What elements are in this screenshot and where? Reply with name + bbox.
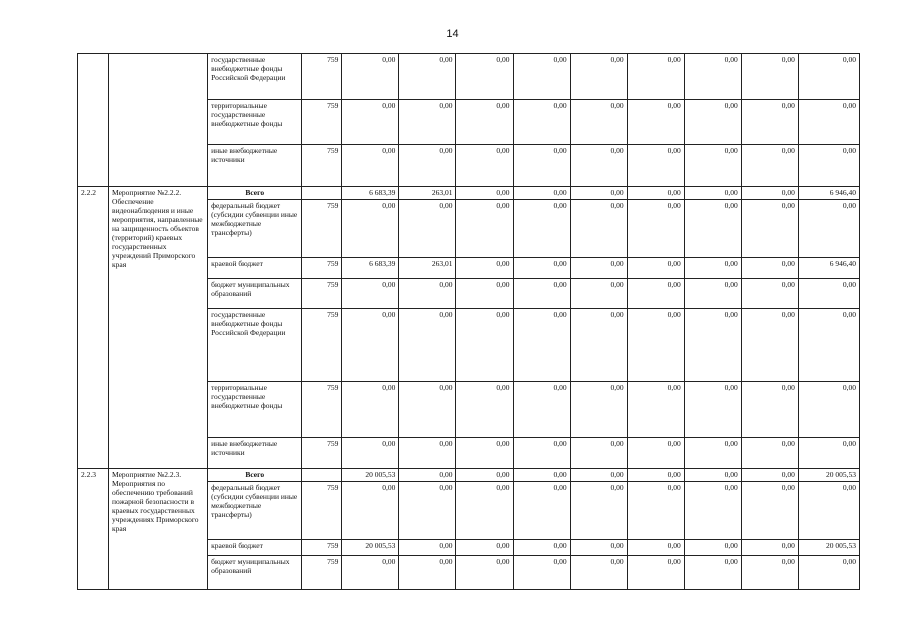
amount-cell: 0,00	[570, 309, 627, 382]
event-description: Мероприятие №2.2.3. Мероприятия по обеспечению требований пожарной безопасности в краевых государственных учреждениях Приморского края	[109, 468, 208, 589]
amount-cell: 0,00	[342, 381, 399, 437]
amount-cell: 0,00	[627, 200, 684, 258]
amount-cell: 0,00	[456, 145, 513, 186]
amount-cell: 0,00	[456, 482, 513, 540]
amount-cell: 0,00	[570, 437, 627, 468]
amount-cell: 0,00	[741, 186, 798, 199]
amount-cell: 0,00	[684, 278, 741, 308]
amount-cell: 0,00	[456, 54, 513, 100]
budget-code: 759	[302, 99, 342, 145]
amount-cell: 0,00	[456, 200, 513, 258]
amount-cell: 0,00	[627, 54, 684, 100]
amount-cell: 0,00	[798, 145, 859, 186]
amount-cell: 0,00	[570, 555, 627, 589]
amount-cell: 0,00	[570, 482, 627, 540]
amount-cell: 0,00	[399, 540, 456, 556]
budget-code	[302, 186, 342, 199]
amount-cell: 0,00	[798, 482, 859, 540]
amount-cell: 0,00	[684, 200, 741, 258]
budget-code: 759	[302, 145, 342, 186]
amount-cell: 20 005,53	[798, 468, 859, 481]
funding-source: государственные внебюджетные фонды Российской Федерации	[208, 309, 302, 382]
amount-cell: 0,00	[456, 381, 513, 437]
amount-cell: 0,00	[684, 437, 741, 468]
amount-cell: 0,00	[456, 278, 513, 308]
funding-source: территориальные государственные внебюджетные фонды	[208, 381, 302, 437]
funding-source: бюджет муниципальных образований	[208, 278, 302, 308]
amount-cell: 0,00	[741, 200, 798, 258]
amount-cell: 6 946,40	[798, 258, 859, 279]
amount-cell: 0,00	[627, 99, 684, 145]
amount-cell: 6 683,39	[342, 258, 399, 279]
budget-code: 759	[302, 309, 342, 382]
amount-cell: 0,00	[684, 468, 741, 481]
funding-source: федеральный бюджет (субсидии субвенции иные межбюджетные трансферты)	[208, 200, 302, 258]
amount-cell: 0,00	[513, 309, 570, 382]
row-number: 2.2.3	[78, 468, 109, 589]
amount-cell: 0,00	[684, 309, 741, 382]
amount-cell: 0,00	[342, 555, 399, 589]
amount-cell: 0,00	[741, 54, 798, 100]
amount-cell: 0,00	[570, 145, 627, 186]
amount-cell: 0,00	[342, 54, 399, 100]
budget-code: 759	[302, 258, 342, 279]
budget-code: 759	[302, 540, 342, 556]
amount-cell: 0,00	[456, 186, 513, 199]
amount-cell: 0,00	[456, 437, 513, 468]
amount-cell: 0,00	[741, 278, 798, 308]
amount-cell: 0,00	[627, 258, 684, 279]
amount-cell: 0,00	[513, 258, 570, 279]
amount-cell: 0,00	[399, 381, 456, 437]
amount-cell: 0,00	[741, 309, 798, 382]
amount-cell: 0,00	[570, 200, 627, 258]
amount-cell: 0,00	[684, 99, 741, 145]
amount-cell: 0,00	[399, 555, 456, 589]
page-number: 14	[446, 28, 459, 40]
amount-cell: 0,00	[456, 468, 513, 481]
amount-cell: 0,00	[627, 437, 684, 468]
amount-cell: 0,00	[513, 278, 570, 308]
budget-code: 759	[302, 555, 342, 589]
funding-source: государственные внебюджетные фонды Российской Федерации	[208, 54, 302, 100]
amount-cell: 0,00	[342, 200, 399, 258]
amount-cell: 0,00	[513, 540, 570, 556]
amount-cell: 263,01	[399, 186, 456, 199]
amount-cell: 0,00	[684, 186, 741, 199]
amount-cell: 0,00	[399, 54, 456, 100]
amount-cell: 0,00	[684, 54, 741, 100]
budget-code: 759	[302, 381, 342, 437]
amount-cell: 0,00	[570, 54, 627, 100]
amount-cell: 0,00	[684, 258, 741, 279]
amount-cell: 0,00	[798, 309, 859, 382]
amount-cell: 0,00	[399, 437, 456, 468]
budget-code: 759	[302, 54, 342, 100]
amount-cell: 0,00	[684, 540, 741, 556]
amount-cell: 20 005,53	[342, 540, 399, 556]
amount-cell: 0,00	[627, 145, 684, 186]
funding-source: краевой бюджет	[208, 540, 302, 556]
amount-cell: 0,00	[741, 258, 798, 279]
budget-code	[302, 468, 342, 481]
amount-cell: 0,00	[684, 381, 741, 437]
amount-cell: 20 005,53	[798, 540, 859, 556]
amount-cell: 0,00	[570, 99, 627, 145]
amount-cell: 0,00	[627, 278, 684, 308]
funding-source: иные внебюджетные источники	[208, 145, 302, 186]
funding-source: Всего	[208, 186, 302, 199]
amount-cell: 0,00	[741, 437, 798, 468]
row-number	[78, 54, 109, 187]
amount-cell: 0,00	[627, 381, 684, 437]
amount-cell: 0,00	[798, 54, 859, 100]
amount-cell: 0,00	[798, 99, 859, 145]
amount-cell: 0,00	[399, 468, 456, 481]
amount-cell: 0,00	[456, 99, 513, 145]
budget-table	[77, 53, 860, 590]
amount-cell: 0,00	[399, 278, 456, 308]
amount-cell: 0,00	[570, 186, 627, 199]
amount-cell: 0,00	[741, 99, 798, 145]
funding-source: федеральный бюджет (субсидии субвенции иные межбюджетные трансферты)	[208, 482, 302, 540]
amount-cell: 0,00	[741, 555, 798, 589]
amount-cell: 0,00	[342, 145, 399, 186]
amount-cell: 0,00	[342, 278, 399, 308]
funding-source: бюджет муниципальных образований	[208, 555, 302, 589]
amount-cell: 0,00	[456, 555, 513, 589]
amount-cell: 0,00	[570, 278, 627, 308]
amount-cell: 0,00	[627, 540, 684, 556]
amount-cell: 0,00	[342, 437, 399, 468]
amount-cell: 0,00	[741, 540, 798, 556]
amount-cell: 0,00	[513, 54, 570, 100]
amount-cell: 0,00	[342, 482, 399, 540]
amount-cell: 0,00	[513, 99, 570, 145]
amount-cell: 0,00	[741, 145, 798, 186]
budget-code: 759	[302, 437, 342, 468]
amount-cell: 0,00	[741, 482, 798, 540]
amount-cell: 0,00	[456, 540, 513, 556]
amount-cell: 0,00	[456, 309, 513, 382]
amount-cell: 0,00	[342, 99, 399, 145]
amount-cell: 0,00	[399, 309, 456, 382]
amount-cell: 0,00	[570, 468, 627, 481]
funding-source: Всего	[208, 468, 302, 481]
amount-cell: 0,00	[684, 145, 741, 186]
amount-cell: 6 683,39	[342, 186, 399, 199]
amount-cell: 0,00	[399, 200, 456, 258]
amount-cell: 0,00	[513, 482, 570, 540]
table-row	[78, 186, 860, 199]
amount-cell: 0,00	[513, 186, 570, 199]
amount-cell: 0,00	[684, 482, 741, 540]
amount-cell: 0,00	[399, 99, 456, 145]
budget-code: 759	[302, 200, 342, 258]
amount-cell: 0,00	[513, 437, 570, 468]
amount-cell: 0,00	[570, 258, 627, 279]
funding-source: иные внебюджетные источники	[208, 437, 302, 468]
amount-cell: 0,00	[399, 145, 456, 186]
amount-cell: 0,00	[570, 381, 627, 437]
table-row	[78, 468, 860, 481]
funding-source: краевой бюджет	[208, 258, 302, 279]
funding-source: территориальные государственные внебюджетные фонды	[208, 99, 302, 145]
amount-cell: 0,00	[798, 437, 859, 468]
budget-code: 759	[302, 482, 342, 540]
amount-cell: 0,00	[513, 468, 570, 481]
amount-cell: 0,00	[798, 200, 859, 258]
amount-cell: 0,00	[513, 381, 570, 437]
amount-cell: 0,00	[684, 555, 741, 589]
amount-cell: 0,00	[570, 540, 627, 556]
amount-cell: 0,00	[741, 381, 798, 437]
amount-cell: 0,00	[456, 258, 513, 279]
event-description	[109, 54, 208, 187]
row-number: 2.2.2	[78, 186, 109, 468]
amount-cell: 6 946,40	[798, 186, 859, 199]
amount-cell: 0,00	[627, 309, 684, 382]
budget-code: 759	[302, 278, 342, 308]
amount-cell: 0,00	[399, 482, 456, 540]
amount-cell: 0,00	[741, 468, 798, 481]
amount-cell: 0,00	[798, 278, 859, 308]
amount-cell: 0,00	[798, 381, 859, 437]
amount-cell: 0,00	[513, 555, 570, 589]
amount-cell: 0,00	[513, 145, 570, 186]
amount-cell: 0,00	[627, 468, 684, 481]
amount-cell: 263,01	[399, 258, 456, 279]
amount-cell: 0,00	[798, 555, 859, 589]
table-row	[78, 54, 860, 100]
event-description: Мероприятие №2.2.2. Обеспечение видеонаблюдения и иные мероприятия, направленные на защищенность объектов (территорий) краевых государственных учреждений Приморского края	[109, 186, 208, 468]
amount-cell: 0,00	[627, 555, 684, 589]
amount-cell: 0,00	[627, 482, 684, 540]
amount-cell: 0,00	[513, 200, 570, 258]
amount-cell: 0,00	[342, 309, 399, 382]
amount-cell: 0,00	[627, 186, 684, 199]
amount-cell: 20 005,53	[342, 468, 399, 481]
